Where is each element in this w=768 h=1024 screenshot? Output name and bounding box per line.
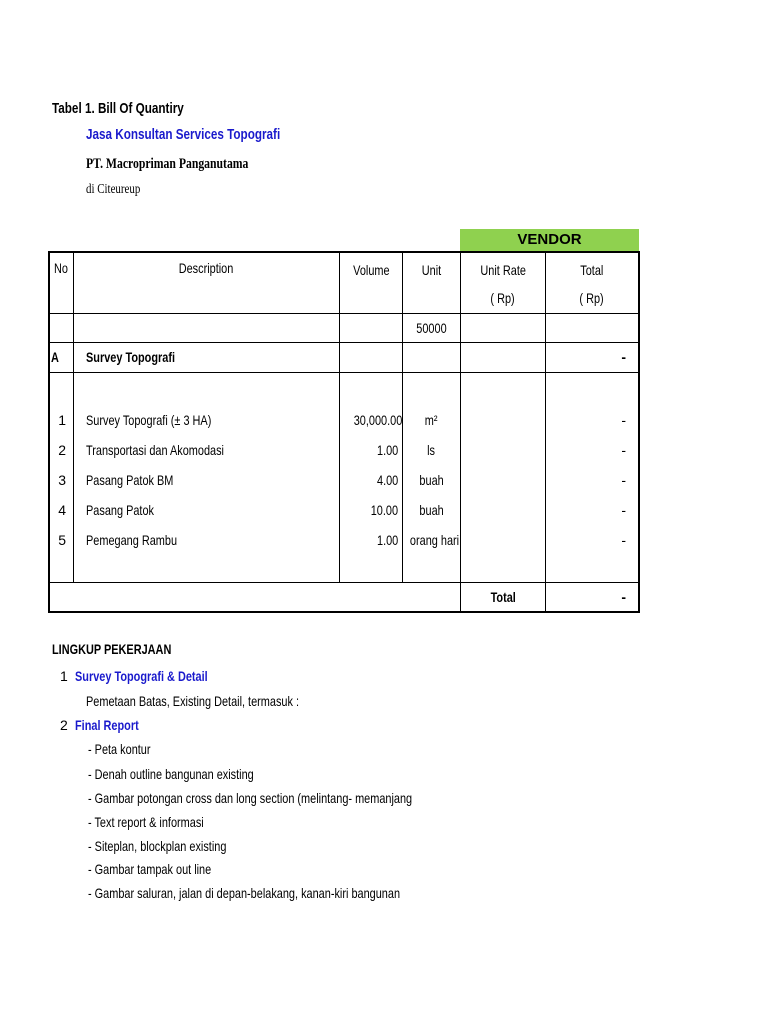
row-unit: m²: [425, 412, 438, 428]
table-rule: [48, 313, 640, 314]
col-header-total: Total: [580, 262, 604, 278]
row-unit: orang hari: [409, 532, 460, 548]
col-header-unit: Unit: [421, 262, 442, 278]
scope-item-title: Final Report: [75, 717, 139, 733]
section-total: -: [621, 349, 626, 365]
unit-value-cell: 50000: [416, 320, 447, 336]
row-volume: 4.00: [376, 472, 398, 488]
table-border-bottom: [48, 611, 640, 613]
row-total: -: [621, 412, 626, 428]
table-border-left: [48, 251, 50, 613]
report-item: - Text report & informasi: [88, 814, 204, 830]
row-no: 5: [58, 532, 66, 548]
table-rule: [48, 342, 640, 343]
scope-item-desc: Pemetaan Batas, Existing Detail, termasuk :: [86, 693, 300, 709]
table-rule: [48, 372, 640, 373]
col-header-no: No: [54, 260, 68, 276]
total-label: Total: [490, 589, 516, 605]
row-total: -: [621, 472, 626, 488]
row-no: 3: [58, 472, 66, 488]
row-description: Pasang Patok BM: [86, 472, 174, 488]
total-value: -: [621, 589, 626, 605]
row-unit: buah: [419, 472, 444, 488]
report-item: - Denah outline bangunan existing: [88, 766, 254, 782]
scope-item-no: 1: [60, 668, 68, 684]
row-unit: buah: [419, 502, 444, 518]
report-item: - Gambar saluran, jalan di depan-belakang, kanan-kiri bangunan: [88, 885, 401, 901]
section-title: Survey Topografi: [86, 349, 175, 365]
row-no: 4: [58, 502, 66, 518]
scope-item-no: 2: [60, 717, 68, 733]
vendor-header: VENDOR: [460, 229, 639, 251]
col-header-unit-rate-currency: ( Rp): [490, 290, 516, 306]
row-no: 2: [58, 442, 66, 458]
row-no: 1: [58, 412, 66, 428]
scope-heading: LINGKUP PEKERJAAN: [52, 641, 172, 657]
table-rule: [48, 582, 640, 583]
company-location: di Citeureup: [86, 182, 141, 197]
scope-item-title: Survey Topografi & Detail: [75, 668, 208, 684]
row-volume: 1.00: [376, 442, 398, 458]
row-description: Pemegang Rambu: [86, 532, 178, 548]
row-total: -: [621, 532, 626, 548]
table-border-top: [48, 251, 640, 253]
report-item: - Peta kontur: [88, 741, 151, 757]
document-subtitle: Jasa Konsultan Services Topografi: [86, 126, 281, 143]
row-volume: 10.00: [370, 502, 398, 518]
section-code: A: [51, 349, 59, 365]
col-header-total-currency: ( Rp): [579, 290, 605, 306]
report-item: - Gambar tampak out line: [88, 861, 212, 877]
col-header-unit-rate: Unit Rate: [480, 262, 526, 278]
row-total: -: [621, 502, 626, 518]
row-unit: ls: [427, 442, 436, 458]
row-total: -: [621, 442, 626, 458]
company-name: PT. Macropriman Panganutama: [86, 156, 249, 172]
report-item: - Siteplan, blockplan existing: [88, 838, 227, 854]
col-header-description: Description: [179, 260, 234, 276]
document-title: Tabel 1. Bill Of Quantiry: [52, 100, 184, 117]
report-item: - Gambar potongan cross dan long section (melintang- memanjang: [88, 790, 413, 806]
row-description: Survey Topografi (± 3 HA): [86, 412, 212, 428]
table-col-divider: [73, 251, 74, 582]
table-border-right: [638, 251, 640, 613]
row-description: Transportasi dan Akomodasi: [86, 442, 224, 458]
row-volume: 30,000.00: [353, 412, 403, 428]
row-volume: 1.00: [376, 532, 398, 548]
row-description: Pasang Patok: [86, 502, 154, 518]
col-header-volume: Volume: [352, 262, 390, 278]
